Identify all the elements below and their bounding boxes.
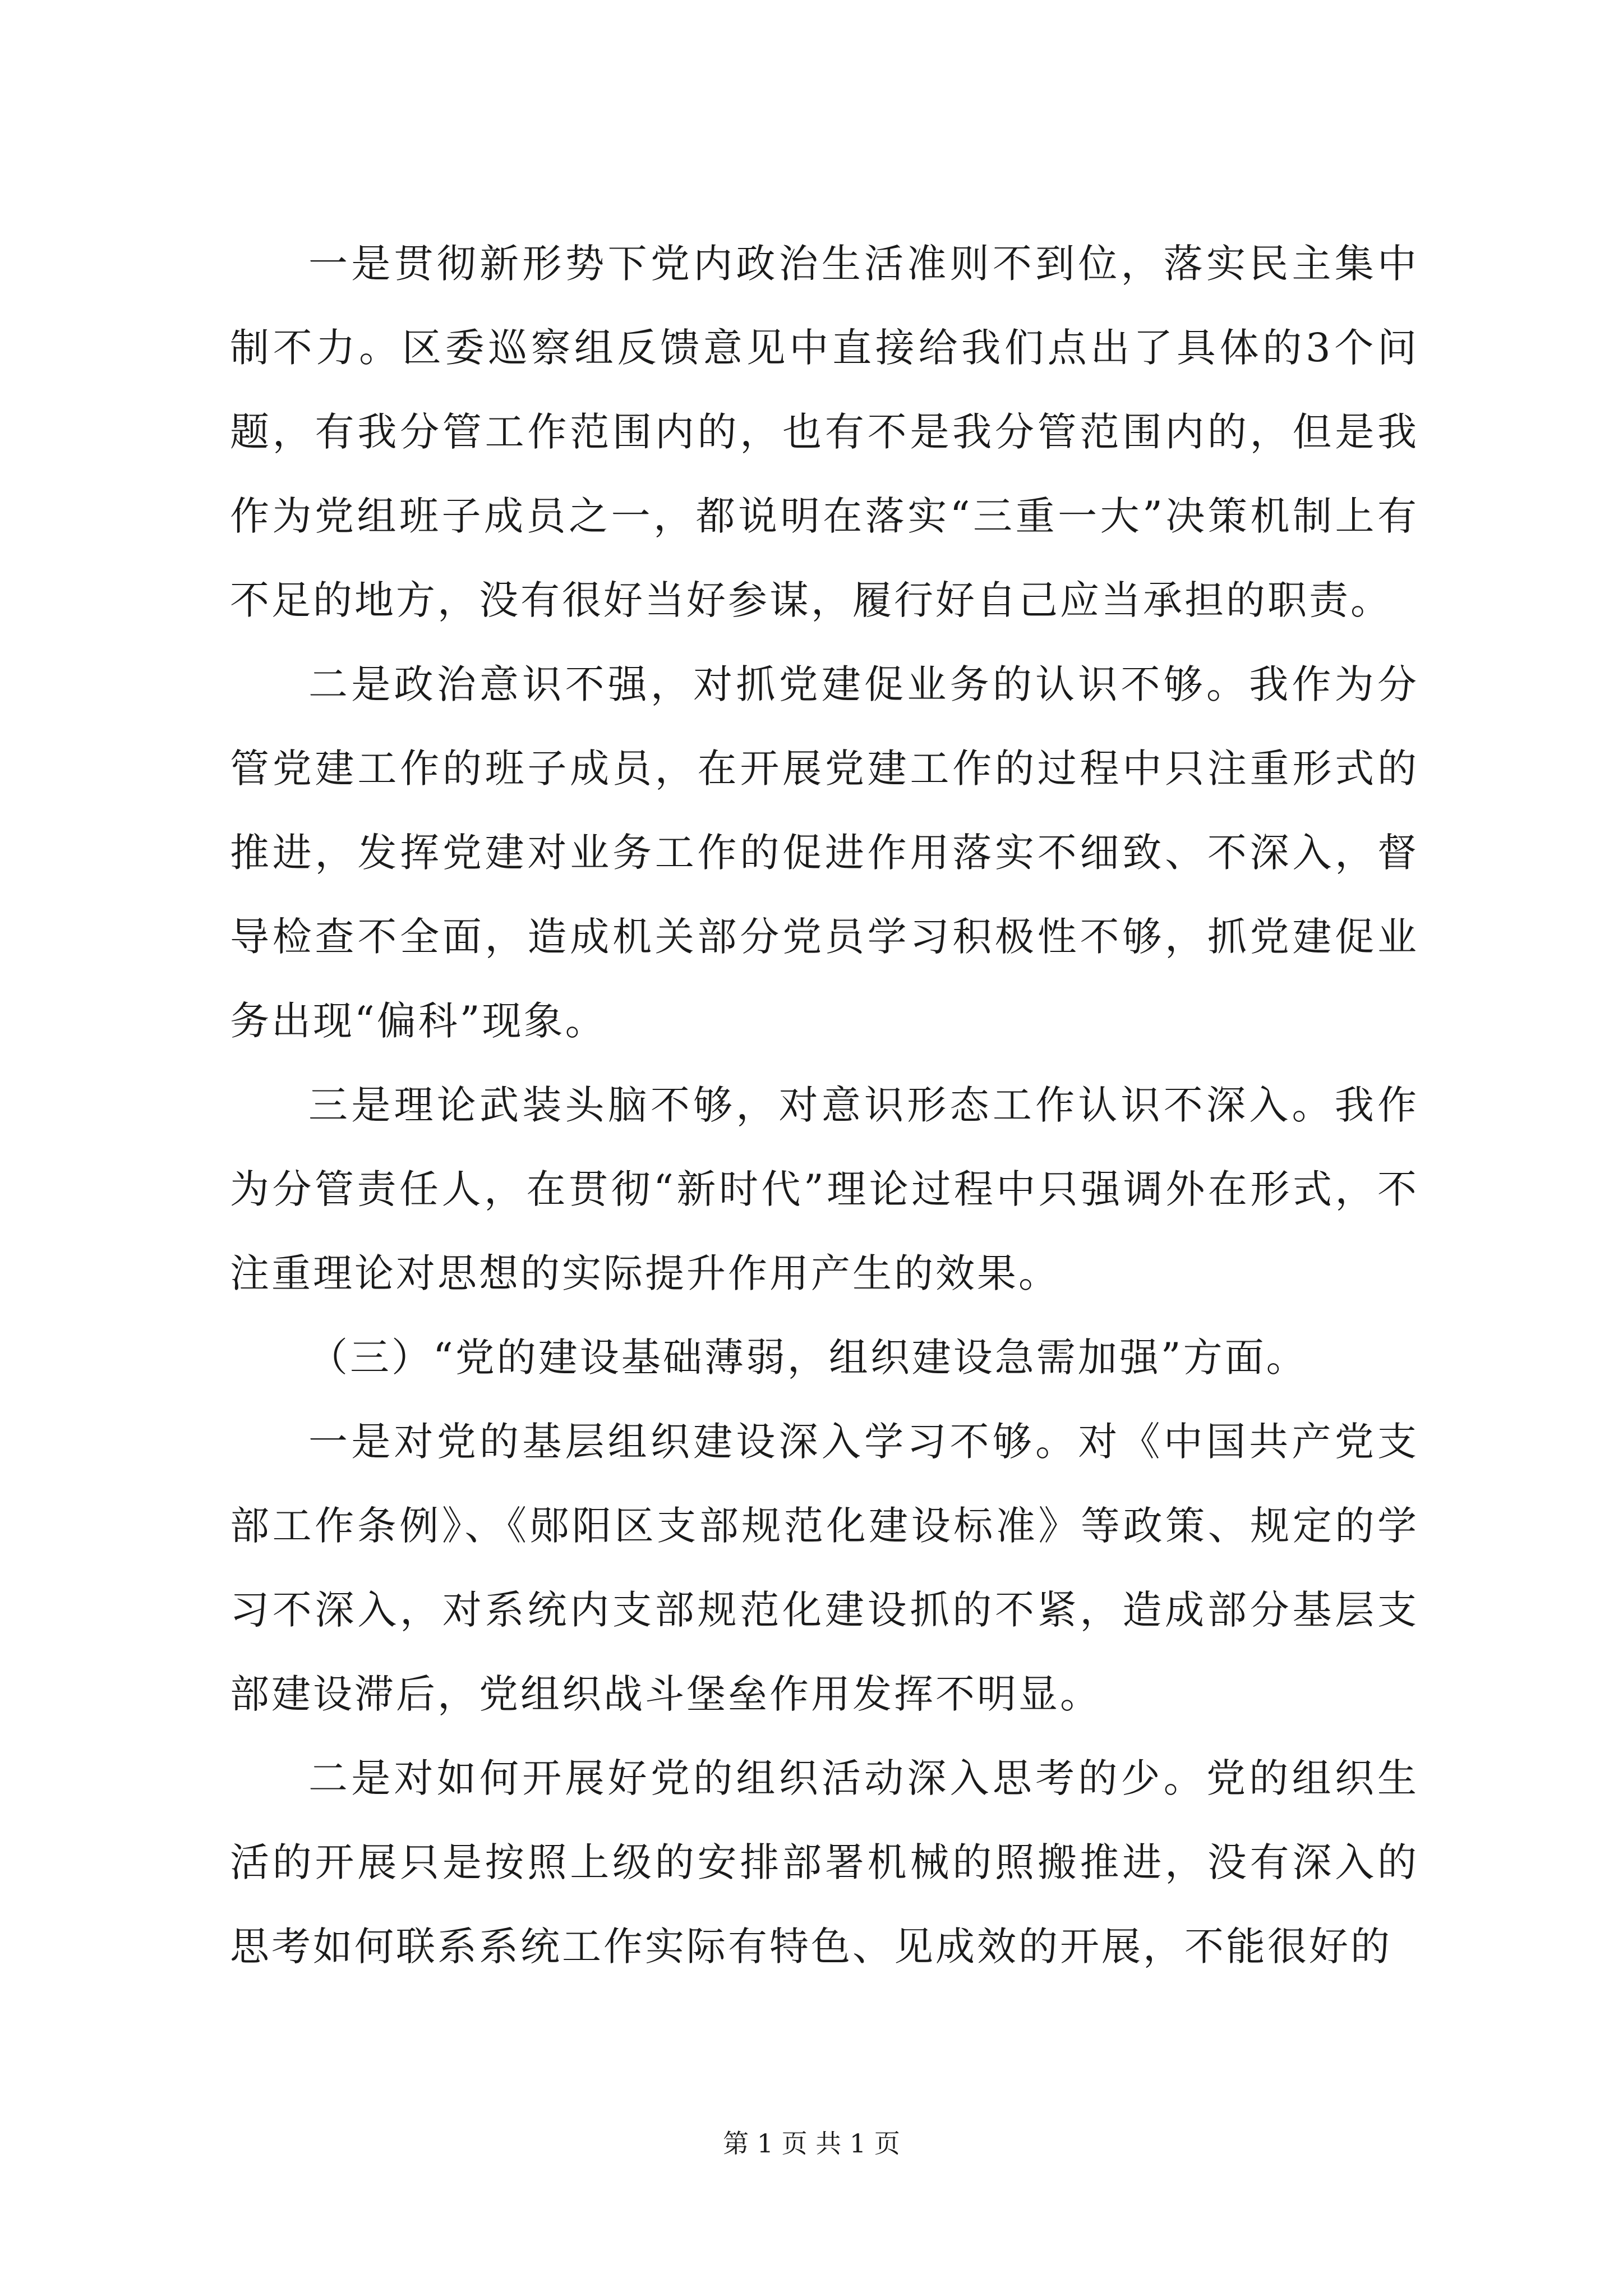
paragraph-1: 一是贯彻新形势下党内政治生活准则不到位，落实民主集中制不力。区委巡察组反馈意见中直接给我们点出了具体的3个问题，有我分管工作范围内的，也有不是我分管范围内的，但是我作为党组班子成员之一，都说明在落实“三重一大”决策机制上有不足的地方，没有很好当好参谋，履行好自己应当承担的职责。 (230, 241, 1419, 623)
page-footer: 第 1 页 共 1 页 (723, 2128, 900, 2159)
paragraph-3: 三是理论武装头脑不够，对意识形态工作认识不深入。我作为分管责任人，在贯彻“新时代”理论过程中只强调外在形式，不注重理论对思想的实际提升作用产生的效果。 (230, 1082, 1419, 1296)
paragraph-5: 二是对如何开展好党的组织活动深入思考的少。党的组织生活的开展只是按照上级的安排部署机械的照搬推进，没有深入的思考如何联系系统工作实际有特色、见成效的开展，不能很好的 (230, 1755, 1419, 1970)
paragraph-2: 二是政治意识不强，对抓党建促业务的认识不够。我作为分管党建工作的班子成员，在开展党建工作的过程中只注重形式的推进，发挥党建对业务工作的促进作用落实不细致、不深入，督导检查不全面，造成机关部分党员学习积极性不够，抓党建促业务出现“偏科”现象。 (230, 661, 1419, 1044)
document-body (230, 222, 1419, 1989)
section-heading: （三）“党的建设基础薄弱，组织建设急需加强”方面。 (308, 1335, 1308, 1381)
paragraph-4: 一是对党的基层组织建设深入学习不够。对《中国共产党支部工作条例》、《郧阳区支部规范化建设标准》等政策、规定的学习不深入，对系统内支部规范化建设抓的不紧，造成部分基层支部建设滞后，党组织战斗堡垒作用发挥不明显。 (230, 1419, 1419, 1717)
